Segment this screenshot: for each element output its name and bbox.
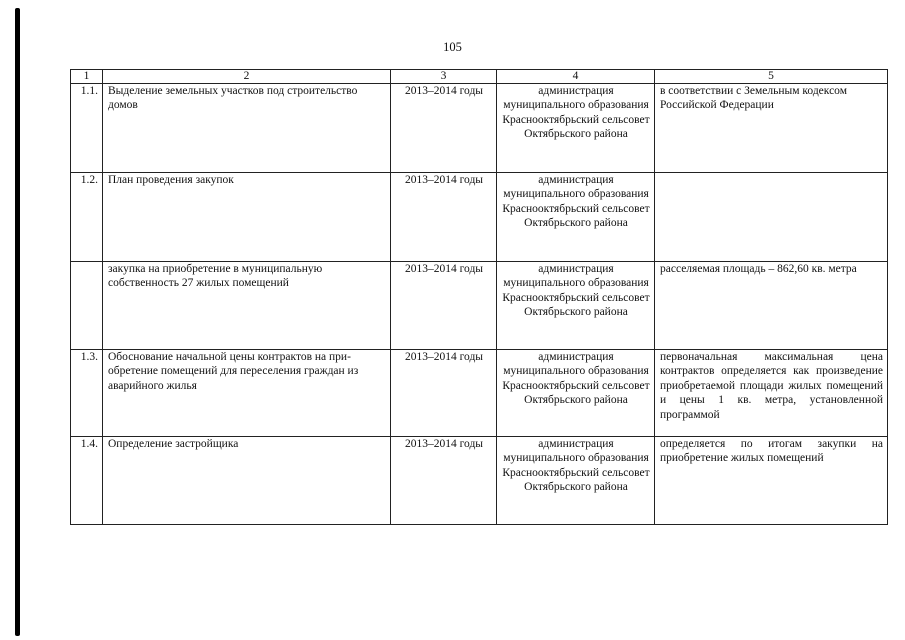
- row-number: 1.1.: [71, 84, 103, 173]
- measure-note: определяется по итогам закупки на приобретение жилых помещений: [655, 437, 888, 525]
- row-number: 1.2.: [71, 173, 103, 262]
- measure-term: 2013–2014 годы: [391, 84, 497, 173]
- page-number: 105: [443, 40, 462, 54]
- table-header-row: [71, 70, 888, 84]
- measure-note: первоначальная максимальная цена контрактов определяется как произведение приобретаемой площади жилых помещений и цены 1 кв. метра, установленной программой: [655, 350, 888, 437]
- measure-name: Определение застройщика: [103, 437, 391, 525]
- column-header-2: 2: [103, 70, 391, 84]
- measure-responsible: администрация муниципального образования Краснооктябрьский сельсовет Октябрьского района: [497, 350, 655, 437]
- measure-note: расселяемая площадь – 862,60 кв. метра: [655, 262, 888, 350]
- row-number: [71, 262, 103, 350]
- row-number: 1.4.: [71, 437, 103, 525]
- measure-name: закупка на приобретение в муниципальную собственность 27 жилых помещений: [103, 262, 391, 350]
- row-number: 1.3.: [71, 350, 103, 437]
- measure-name: Обоснование начальной цены контрактов на при-обретение помещений для переселения граждан из аварийного жилья: [103, 350, 391, 437]
- measure-term: 2013–2014 годы: [391, 437, 497, 525]
- scan-margin-bar: [15, 8, 20, 636]
- measure-term: 2013–2014 годы: [391, 173, 497, 262]
- table-row: [71, 262, 888, 350]
- measure-term: 2013–2014 годы: [391, 262, 497, 350]
- table-row: [71, 350, 888, 437]
- measure-responsible: администрация муниципального образования Краснооктябрьский сельсовет Октябрьского района: [497, 84, 655, 173]
- measures-table: [70, 69, 888, 525]
- column-header-3: 3: [391, 70, 497, 84]
- table-row: [71, 84, 888, 173]
- column-header-4: 4: [497, 70, 655, 84]
- measure-note: [655, 173, 888, 262]
- measure-responsible: администрация муниципального образования Краснооктябрьский сельсовет Октябрьского района: [497, 262, 655, 350]
- measure-note: в соответствии с Земельным кодексом Российской Федерации: [655, 84, 888, 173]
- column-header-1: 1: [71, 70, 103, 84]
- measure-responsible: администрация муниципального образования Краснооктябрьский сельсовет Октябрьского района: [497, 173, 655, 262]
- measure-responsible: администрация муниципального образования Краснооктябрьский сельсовет Октябрьского района: [497, 437, 655, 525]
- measure-term: 2013–2014 годы: [391, 350, 497, 437]
- column-header-5: 5: [655, 70, 888, 84]
- table-row: [71, 173, 888, 262]
- measure-name: План проведения закупок: [103, 173, 391, 262]
- measure-name: Выделение земельных участков под строительство домов: [103, 84, 391, 173]
- table-row: [71, 437, 888, 525]
